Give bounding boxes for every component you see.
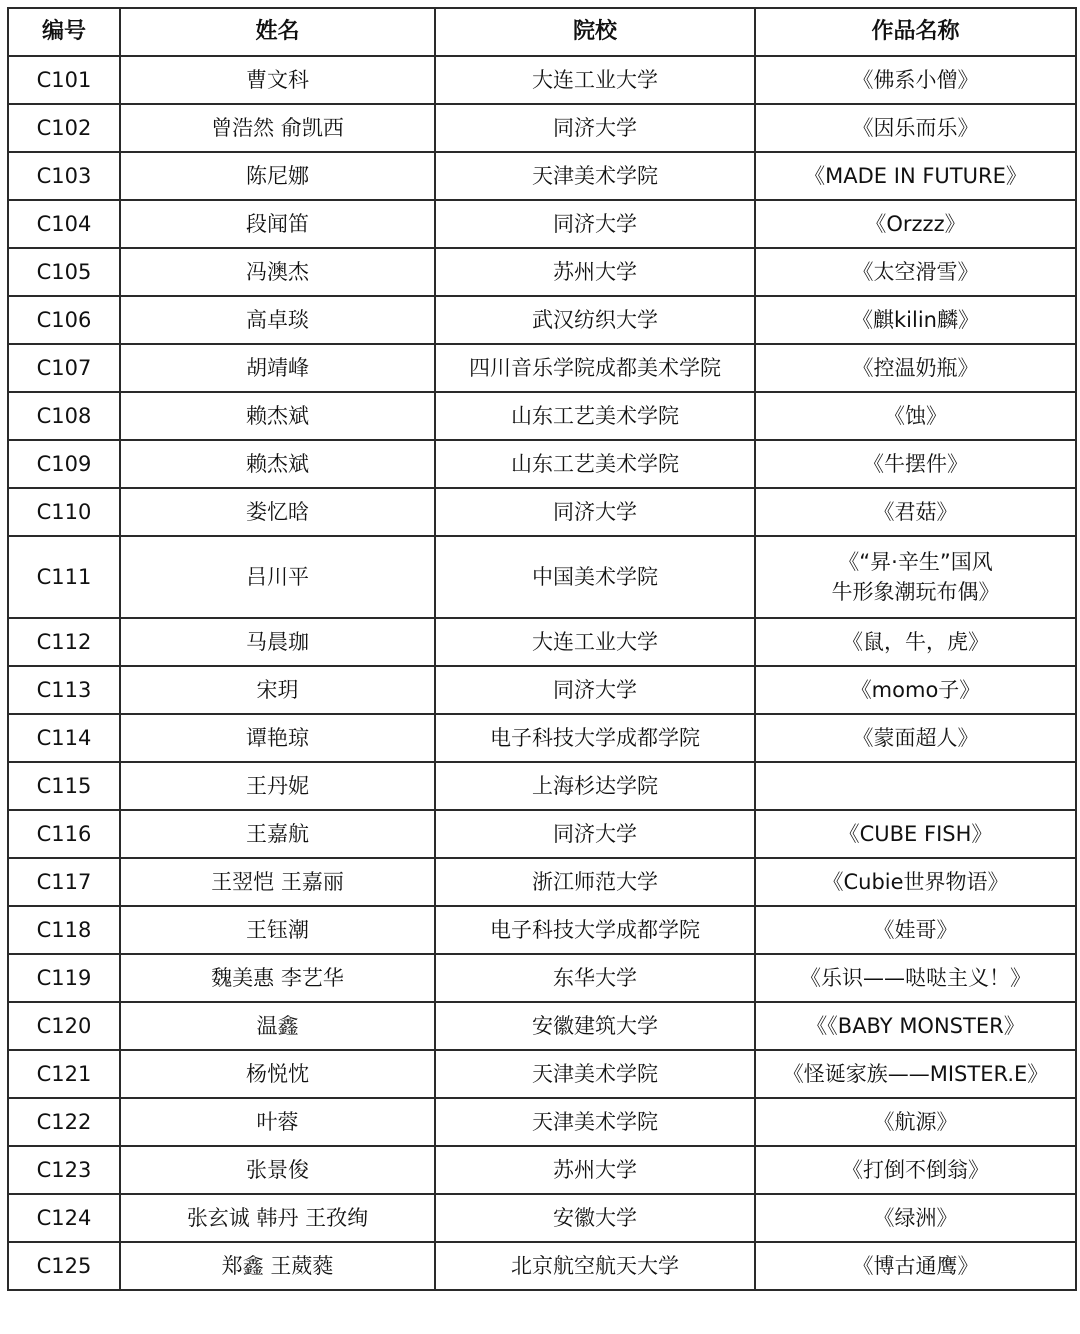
- title-line: 《鼠，牛，虎》: [842, 630, 989, 654]
- table-row: [8, 440, 1076, 488]
- cell-title: [755, 152, 1076, 200]
- cell-school: 天津美术学院: [435, 152, 755, 200]
- table-header: [8, 8, 1076, 56]
- cell-name: 张景俊: [120, 1146, 435, 1194]
- cell-title: [755, 104, 1076, 152]
- header-school: 院校: [435, 8, 755, 56]
- cell-name: 娄忆晗: [120, 488, 435, 536]
- table-row: [8, 1242, 1076, 1290]
- cell-id: C123: [8, 1146, 120, 1194]
- cell-school: 中国美术学院: [435, 536, 755, 618]
- table-row: [8, 618, 1076, 666]
- cell-title: [755, 440, 1076, 488]
- cell-name: 曾浩然 俞凯西: [120, 104, 435, 152]
- cell-title: [755, 392, 1076, 440]
- cell-school: 浙江师范大学: [435, 858, 755, 906]
- title-line: 《Cubie世界物语》: [822, 870, 1009, 894]
- header-title: 作品名称: [755, 8, 1076, 56]
- header-row: [8, 8, 1076, 56]
- cell-id: C103: [8, 152, 120, 200]
- cell-school: 安徽大学: [435, 1194, 755, 1242]
- cell-id: C121: [8, 1050, 120, 1098]
- cell-name: 曹文科: [120, 56, 435, 104]
- cell-name: 王丹妮: [120, 762, 435, 810]
- cell-school: 大连工业大学: [435, 618, 755, 666]
- cell-name: 郑鑫 王葳蕤: [120, 1242, 435, 1290]
- cell-school: 山东工艺美术学院: [435, 392, 755, 440]
- table-body: [8, 56, 1076, 1290]
- cell-title: [755, 618, 1076, 666]
- table-row: [8, 666, 1076, 714]
- cell-school: 苏州大学: [435, 1146, 755, 1194]
- cell-name: 陈尼娜: [120, 152, 435, 200]
- cell-title: [755, 810, 1076, 858]
- cell-id: C110: [8, 488, 120, 536]
- table-row: [8, 200, 1076, 248]
- cell-title: [755, 714, 1076, 762]
- cell-school: 武汉纺织大学: [435, 296, 755, 344]
- cell-name: 温鑫: [120, 1002, 435, 1050]
- cell-name: 王嘉航: [120, 810, 435, 858]
- title-line: 《绿洲》: [873, 1206, 958, 1230]
- cell-school: 苏州大学: [435, 248, 755, 296]
- cell-school: 电子科技大学成都学院: [435, 906, 755, 954]
- cell-title: [755, 1002, 1076, 1050]
- cell-title: [755, 1242, 1076, 1290]
- cell-id: C107: [8, 344, 120, 392]
- entries-table: [7, 7, 1077, 1291]
- cell-school: 电子科技大学成都学院: [435, 714, 755, 762]
- cell-id: C125: [8, 1242, 120, 1290]
- table-row: [8, 392, 1076, 440]
- table-row: [8, 762, 1076, 810]
- table-row: [8, 1194, 1076, 1242]
- table-row: [8, 1098, 1076, 1146]
- header-id: 编号: [8, 8, 120, 56]
- cell-id: C102: [8, 104, 120, 152]
- title-line: 《打倒不倒翁》: [842, 1158, 989, 1182]
- cell-id: C112: [8, 618, 120, 666]
- cell-id: C113: [8, 666, 120, 714]
- title-line: 《Orzzz》: [865, 212, 966, 236]
- cell-title: [755, 344, 1076, 392]
- cell-school: 山东工艺美术学院: [435, 440, 755, 488]
- cell-school: 同济大学: [435, 666, 755, 714]
- cell-name: 叶蓉: [120, 1098, 435, 1146]
- table-row: [8, 536, 1076, 618]
- cell-id: C105: [8, 248, 120, 296]
- title-line: 《君菇》: [873, 500, 958, 524]
- title-line: 《航源》: [873, 1110, 958, 1134]
- table-row: [8, 1146, 1076, 1194]
- table-row: [8, 954, 1076, 1002]
- cell-id: C122: [8, 1098, 120, 1146]
- cell-title: [755, 248, 1076, 296]
- table-row: [8, 488, 1076, 536]
- cell-school: 安徽建筑大学: [435, 1002, 755, 1050]
- cell-title: [755, 762, 1076, 810]
- table-row: [8, 152, 1076, 200]
- cell-name: 吕川平: [120, 536, 435, 618]
- cell-title: [755, 200, 1076, 248]
- cell-name: 谭艳琼: [120, 714, 435, 762]
- cell-id: C117: [8, 858, 120, 906]
- cell-title: [755, 56, 1076, 104]
- cell-id: C101: [8, 56, 120, 104]
- table-row: [8, 104, 1076, 152]
- table-row: [8, 248, 1076, 296]
- cell-title: [755, 954, 1076, 1002]
- cell-id: C108: [8, 392, 120, 440]
- cell-title: [755, 488, 1076, 536]
- cell-school: 同济大学: [435, 488, 755, 536]
- title-line: 《MADE IN FUTURE》: [804, 164, 1027, 188]
- title-line: 《太空滑雪》: [852, 260, 979, 284]
- cell-id: C115: [8, 762, 120, 810]
- cell-name: 高卓琰: [120, 296, 435, 344]
- title-line: 牛形象潮玩布偶》: [831, 580, 1000, 604]
- table-row: [8, 1050, 1076, 1098]
- cell-name: 宋玥: [120, 666, 435, 714]
- cell-title: [755, 858, 1076, 906]
- title-line: 《《BABY MONSTER》: [806, 1014, 1025, 1038]
- cell-school: 北京航空航天大学: [435, 1242, 755, 1290]
- table-row: [8, 858, 1076, 906]
- cell-school: 四川音乐学院成都美术学院: [435, 344, 755, 392]
- cell-id: C119: [8, 954, 120, 1002]
- cell-title: [755, 1050, 1076, 1098]
- cell-school: 同济大学: [435, 104, 755, 152]
- title-line: 《“昇·辛生”国风: [838, 550, 993, 574]
- title-line: 《蚀》: [884, 404, 947, 428]
- cell-id: C120: [8, 1002, 120, 1050]
- title-line: 《蒙面超人》: [852, 726, 979, 750]
- table-row: [8, 1002, 1076, 1050]
- cell-id: C104: [8, 200, 120, 248]
- cell-name: 杨悦忱: [120, 1050, 435, 1098]
- cell-name: 胡靖峰: [120, 344, 435, 392]
- cell-school: 同济大学: [435, 200, 755, 248]
- cell-name: 段闻笛: [120, 200, 435, 248]
- cell-name: 冯澳杰: [120, 248, 435, 296]
- cell-school: 同济大学: [435, 810, 755, 858]
- cell-name: 赖杰斌: [120, 440, 435, 488]
- cell-id: C124: [8, 1194, 120, 1242]
- table-row: [8, 714, 1076, 762]
- cell-title: [755, 1194, 1076, 1242]
- title-line: 《娃哥》: [873, 918, 958, 942]
- cell-id: C106: [8, 296, 120, 344]
- cell-name: 魏美惠 李艺华: [120, 954, 435, 1002]
- table-row: [8, 296, 1076, 344]
- cell-title: [755, 906, 1076, 954]
- cell-id: C118: [8, 906, 120, 954]
- header-name: 姓名: [120, 8, 435, 56]
- title-line: 《CUBE FISH》: [838, 822, 993, 846]
- cell-name: 王翌恺 王嘉丽: [120, 858, 435, 906]
- cell-school: 东华大学: [435, 954, 755, 1002]
- cell-title: [755, 666, 1076, 714]
- title-line: 《乐识——哒哒主义！》: [800, 966, 1031, 990]
- cell-id: C111: [8, 536, 120, 618]
- title-line: 《佛系小僧》: [852, 68, 979, 92]
- cell-school: 天津美术学院: [435, 1098, 755, 1146]
- title-line: 《因乐而乐》: [852, 116, 979, 140]
- title-line: 《怪诞家族——MISTER.E》: [782, 1062, 1049, 1086]
- cell-title: [755, 536, 1076, 618]
- title-line: 《牛摆件》: [863, 452, 968, 476]
- cell-title: [755, 1146, 1076, 1194]
- cell-title: [755, 1098, 1076, 1146]
- cell-name: 张玄诚 韩丹 王孜绚: [120, 1194, 435, 1242]
- cell-school: 天津美术学院: [435, 1050, 755, 1098]
- title-line: 《momo子》: [850, 678, 981, 702]
- title-line: 《博古通鹰》: [852, 1254, 979, 1278]
- cell-school: 上海杉达学院: [435, 762, 755, 810]
- table-row: [8, 344, 1076, 392]
- cell-school: 大连工业大学: [435, 56, 755, 104]
- title-line: 《麒kilin麟》: [852, 308, 979, 332]
- cell-id: C109: [8, 440, 120, 488]
- cell-name: 马晨珈: [120, 618, 435, 666]
- table-row: [8, 906, 1076, 954]
- table-row: [8, 56, 1076, 104]
- table-row: [8, 810, 1076, 858]
- cell-id: C116: [8, 810, 120, 858]
- cell-name: 赖杰斌: [120, 392, 435, 440]
- title-line: 《控温奶瓶》: [852, 356, 979, 380]
- cell-name: 王钰潮: [120, 906, 435, 954]
- cell-id: C114: [8, 714, 120, 762]
- cell-title: [755, 296, 1076, 344]
